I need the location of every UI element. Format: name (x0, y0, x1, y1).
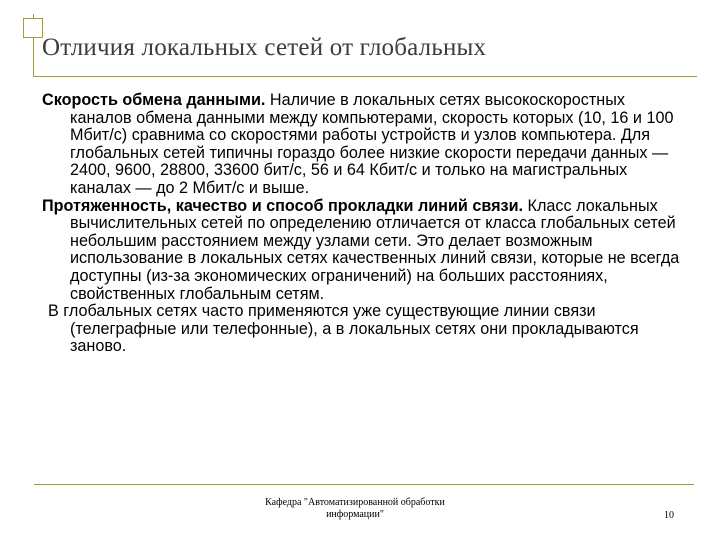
footer-divider (34, 484, 694, 485)
footer-department (250, 497, 460, 521)
corner-square-decoration (23, 18, 43, 38)
footer-department-line2: информации" (326, 509, 384, 520)
paragraph-speed-text: Наличие в локальных сетях высокоскоростных каналов обмена данными между компьютерами, скорость которых (10, 16 и 100 Мбит/с) сравнима со скоростями работы устройств и узлов компьютера. Для глобальных сетей типичны гораздо более низкие скорости передачи данных — 2400, 9600, 28800, 33600 бит/с, 56 и 64 Кбит/с и только на магистральных каналах — до 2 Мбит/с и выше. (70, 91, 674, 197)
paragraph-speed (42, 92, 682, 198)
paragraph-speed-lead: Скорость обмена данными. (42, 91, 266, 109)
paragraph-lines-lead: Протяженность, качество и способ прокладки линий связи. (42, 196, 524, 215)
paragraph-global-lines (42, 303, 682, 356)
paragraph-lines (42, 198, 682, 304)
slide-body (42, 92, 682, 356)
slide-title: Отличия локальных сетей от глобальных (42, 34, 487, 61)
paragraph-lines-text: Класс локальных вычислительных сетей по определению отличается от класса глобальных сетей небольшим расстоянием между узлами сети. Это делает возможным использование в локальных сетях качественных линий связи, которые не всегда доступны (из-за экономических ограничений) на больших расстояниях, свойственных глобальным сетям. (70, 196, 680, 303)
page-number: 10 (664, 510, 674, 521)
paragraph-global-lines-text: В глобальных сетях часто применяются уже существующие линии связи (телеграфные или телефонные), а в локальных сетях они прокладываются заново. (48, 302, 639, 356)
footer-department-line1: Кафедра "Автоматизированной обработки (265, 497, 445, 508)
